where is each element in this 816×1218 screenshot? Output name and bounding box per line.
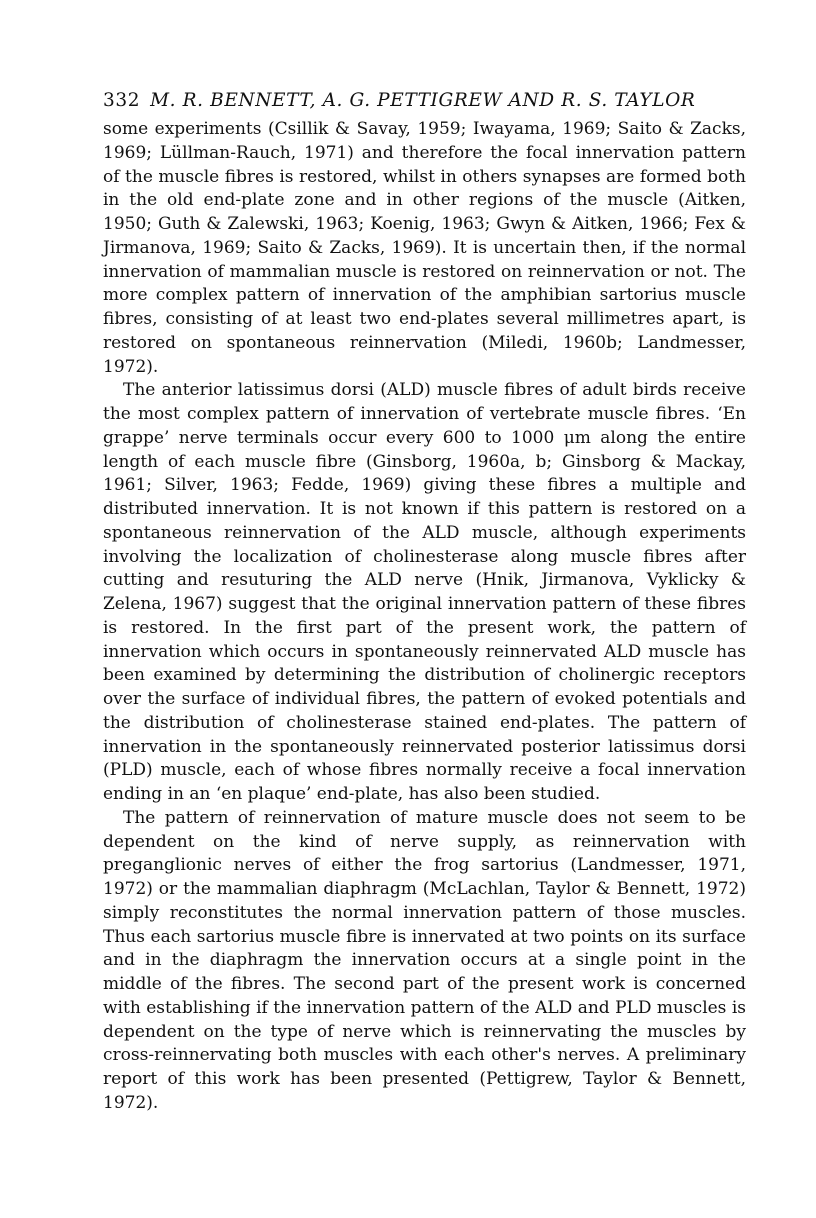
body-paragraph-ald-innervation: The anterior latissimus dorsi (ALD) muscle fibres of adult birds receive the most complex pattern of innervation of vertebrate muscle fibres. ‘En grappe’ nerve terminals occur every 600 to 1000 μm along the entire length of each muscle fibre (Ginsborg, 1960a, b; Ginsborg & Mackay, 1961; Silver, 1963; Fedde, 1969) giving these fibres a multiple and distributed innervation. It is not known if this pattern is restored on a spontaneous reinnervation of the ALD muscle, although experiments involving the localization of cholinesterase along muscle fibres after cutting and resuturing the ALD nerve (Hnik, Jirmanova, Vyklicky & Zelena, 1967) suggest that the original innervation pattern of these fibres is restored. In the first part of the present work, the pattern of innervation which occurs in spontaneously reinnervated ALD muscle has been examined by determining the distribution of cholinergic receptors over the surface of individual fibres, the pattern of evoked potentials and the distribution of cholinesterase stained end-plates. The pattern of innervation in the spontaneously reinnervated posterior latissimus dorsi (PLD) muscle, each of whose fibres normally receive a focal innervation ending in an ‘en plaque’ end-plate, has also been studied. <box>103 380 746 804</box>
body-paragraph-continued: some experiments (Csillik & Savay, 1959; Iwayama, 1969; Saito & Zacks, 1969; Lüllman-Rauch, 1971) and therefore the focal innervation pattern of the muscle fibres is restored, whilst in others synapses are formed both in the old end-plate zone and in other regions of the muscle (Aitken, 1950; Guth & Zalewski, 1963; Koenig, 1963; Gwyn & Aitken, 1966; Fex & Jirmanova, 1969; Saito & Zacks, 1969). It is uncertain then, if the normal innervation of mammalian muscle is restored on reinnervation or not. The more complex pattern of innervation of the amphibian sartorius muscle fibres, consisting of at least two end-plates several millimetres apart, is restored on spontaneous reinnervation (Miledi, 1960b; Landmesser, 1972). <box>103 119 746 377</box>
running-header <box>103 88 746 114</box>
page-number: 332 <box>103 90 141 111</box>
author-running-head: M. R. BENNETT, A. G. PETTIGREW AND R. S. TAYLOR <box>150 90 696 111</box>
paper-page <box>103 88 746 1116</box>
body-paragraph-cross-reinnervation: The pattern of reinnervation of mature muscle does not seem to be dependent on the kind of nerve supply, as reinnervation with preganglionic nerves of either the frog sartorius (Landmesser, 1971, 1972) or the mammalian diaphragm (McLachlan, Taylor & Bennett, 1972) simply reconstitutes the normal innervation pattern of those muscles. Thus each sartorius muscle fibre is innervated at two points on its surface and in the diaphragm the innervation occurs at a single point in the middle of the fibres. The second part of the present work is concerned with establishing if the innervation pattern of the ALD and PLD muscles is dependent on the type of nerve which is reinnervating the muscles by cross-reinnervating both muscles with each other's nerves. A preliminary report of this work has been presented (Pettigrew, Taylor & Bennett, 1972). <box>103 807 746 1113</box>
